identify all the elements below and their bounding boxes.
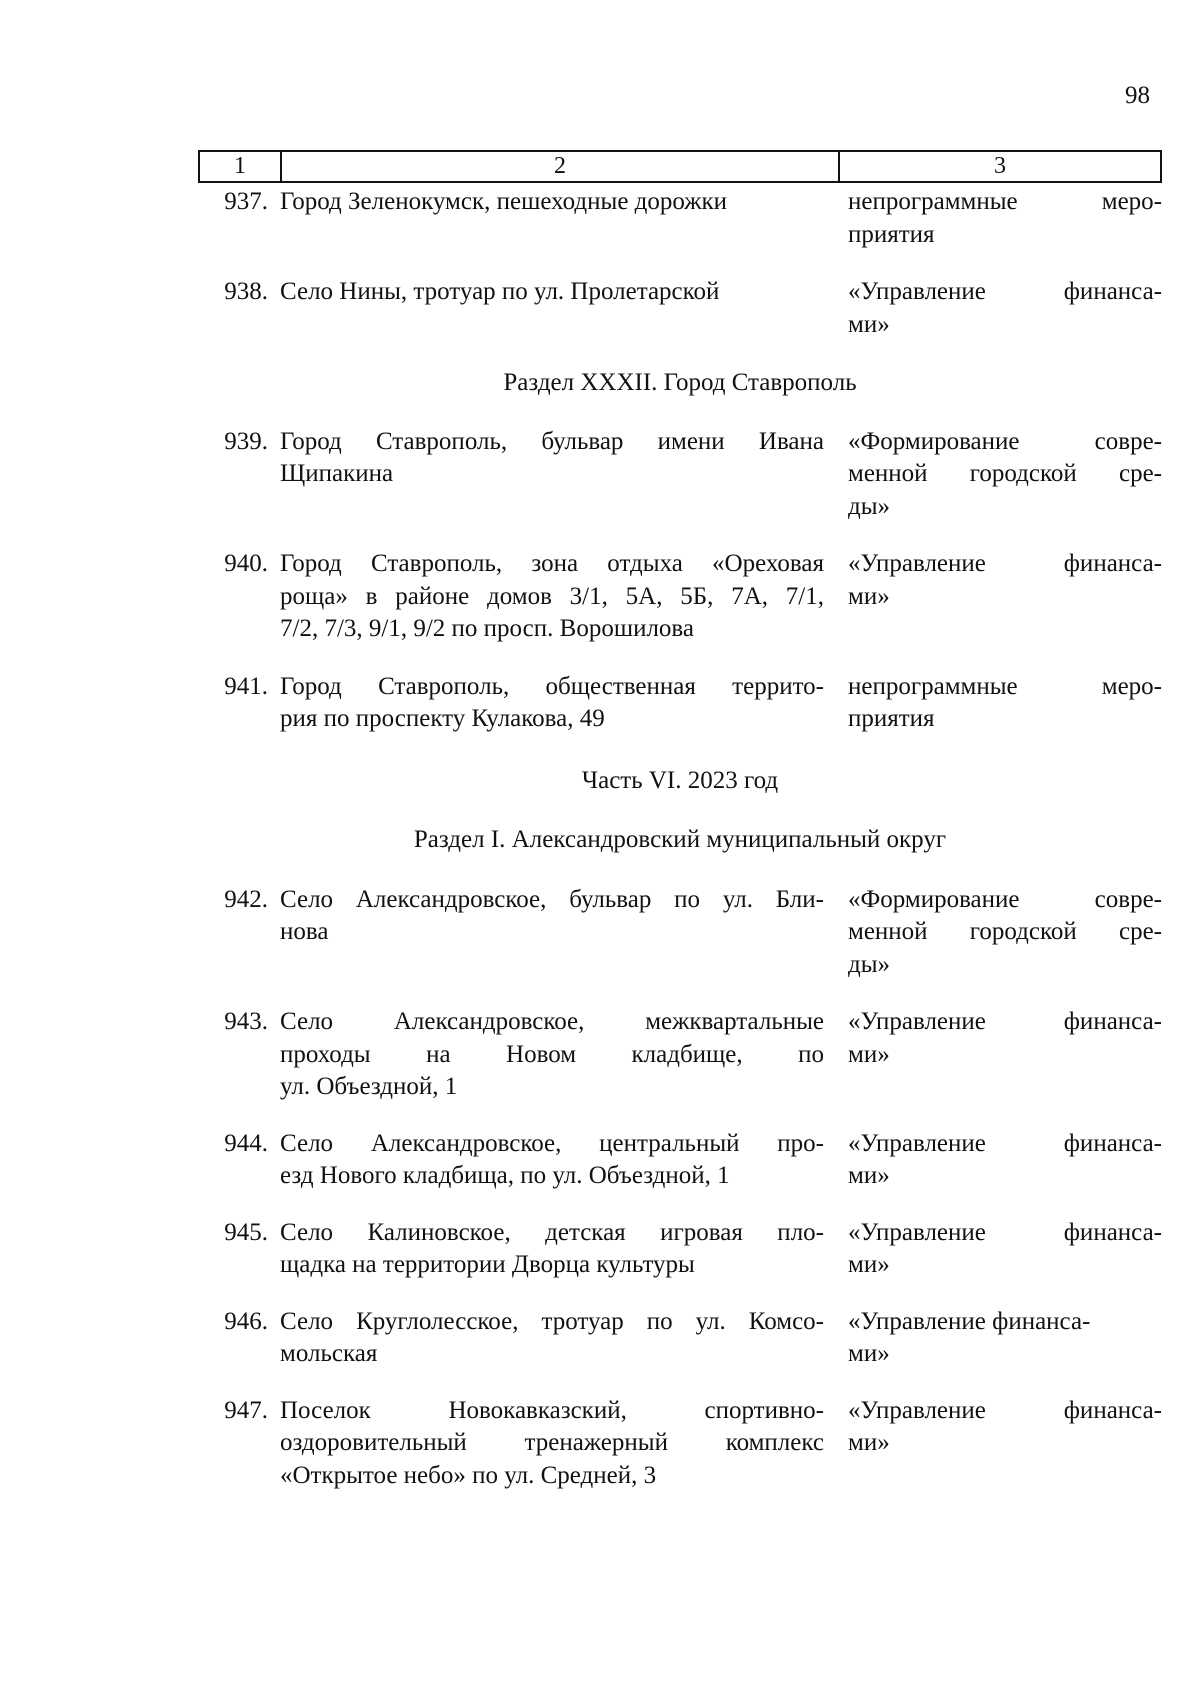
object-name <box>280 1006 824 1104</box>
table-row <box>198 1395 1162 1493</box>
name-line: Село Александровское, бульвар по ул. Бли- <box>280 885 824 913</box>
row-number: 945. <box>224 1218 268 1246</box>
program-name <box>824 186 1162 251</box>
program-line: ми» <box>848 1340 890 1367</box>
table-row <box>198 1306 1162 1371</box>
program-line: «Управление финанса- <box>848 1129 1162 1157</box>
object-name <box>280 1217 824 1282</box>
object-name <box>280 1128 824 1193</box>
row-number: 941. <box>224 672 268 700</box>
program-line: ды» <box>848 492 891 520</box>
table-row <box>198 548 1162 646</box>
program-name <box>824 276 1162 341</box>
program-name <box>824 671 1162 736</box>
program-name <box>824 1128 1162 1193</box>
name-line: Город Зеленокумск, пешеходные дорожки <box>280 188 728 215</box>
program-line: «Формирование совре- <box>848 427 1162 455</box>
name-line: Село Круглолесское, тротуар по ул. Комсо- <box>280 1307 824 1335</box>
name-line: Село Калиновское, детская игровая пло- <box>280 1218 824 1246</box>
object-name <box>280 884 824 982</box>
program-line: «Управление финанса- <box>848 1008 1162 1035</box>
object-name <box>280 426 824 524</box>
row-number: 940. <box>224 550 268 577</box>
program-line: «Управление финанса- <box>848 1218 1162 1246</box>
page-number: 98 <box>1125 82 1150 109</box>
row-number: 942. <box>224 885 268 913</box>
object-name <box>280 1306 824 1371</box>
object-name <box>280 671 824 736</box>
name-line: ул. Объездной, 1 <box>280 1073 458 1100</box>
row-number: 944. <box>224 1129 268 1157</box>
program-line: «Управление финанса- <box>848 1307 1091 1335</box>
table-row <box>198 1006 1162 1104</box>
program-name <box>824 1006 1162 1104</box>
program-name <box>824 1217 1162 1282</box>
program-line: ми» <box>848 1040 890 1068</box>
name-line: езд Нового кладбища, по ул. Объездной, 1 <box>280 1162 730 1189</box>
row-number: 938. <box>224 278 268 305</box>
row-number: 939. <box>224 427 268 455</box>
program-name <box>824 1306 1162 1371</box>
table-row <box>198 1217 1162 1282</box>
table-row <box>198 276 1162 341</box>
name-line: «Открытое небо» по ул. Средней, 3 <box>280 1461 657 1489</box>
object-name <box>280 276 824 341</box>
program-name <box>824 884 1162 982</box>
name-line: Город Ставрополь, общественная террито- <box>280 672 824 700</box>
program-line: ми» <box>848 582 890 610</box>
name-line: 7/2, 7/3, 9/1, 9/2 по просп. Ворошилова <box>280 615 694 642</box>
object-name <box>280 186 824 251</box>
name-line: Город Ставрополь, бульвар имени Ивана <box>280 427 824 455</box>
name-line: нова <box>280 918 329 945</box>
section-heading: Раздел XXXII. Город Ставрополь <box>503 369 857 396</box>
name-line: Село Александровское, межквартальные <box>280 1008 824 1035</box>
name-line: Город Ставрополь, зона отдыха «Ореховая <box>280 550 824 577</box>
name-line: щадка на территории Дворца культуры <box>280 1251 695 1278</box>
program-name <box>824 426 1162 524</box>
name-line: мольская <box>280 1340 378 1367</box>
table-body <box>198 186 1162 1492</box>
object-name <box>280 1395 824 1493</box>
program-line: ми» <box>848 1162 890 1189</box>
program-line: ми» <box>848 1429 890 1456</box>
header-col-2: 2 <box>282 152 840 181</box>
row-number: 937. <box>224 188 268 215</box>
table-row <box>198 186 1162 251</box>
name-line: Поселок Новокавказский, спортивно- <box>280 1396 824 1424</box>
program-line: непрограммные меро- <box>848 188 1162 215</box>
program-line: «Управление финанса- <box>848 278 1162 305</box>
name-line: рия по проспекту Кулакова, 49 <box>280 705 605 732</box>
program-line: ми» <box>848 1251 890 1278</box>
program-line: менной городской сре- <box>848 460 1162 487</box>
table-row <box>198 1128 1162 1193</box>
table-row <box>198 671 1162 736</box>
object-name <box>280 548 824 646</box>
program-line: ды» <box>848 950 891 978</box>
name-line: Село Нины, тротуар по ул. Пролетарской <box>280 278 720 305</box>
header-col-1: 1 <box>200 152 282 181</box>
row-number: 943. <box>224 1008 268 1035</box>
program-line: «Формирование совре- <box>848 885 1162 913</box>
program-name <box>824 548 1162 646</box>
program-line: приятия <box>848 705 935 732</box>
name-line: проходы на Новом кладбище, по <box>280 1040 824 1068</box>
table-row <box>198 426 1162 524</box>
part-heading: Часть VI. 2023 год <box>581 766 779 794</box>
program-line: приятия <box>848 220 935 248</box>
program-line: менной городской сре- <box>848 918 1162 945</box>
header-col-3: 3 <box>994 153 1006 179</box>
name-line: роща» в районе домов 3/1, 5А, 5Б, 7А, 7/1, <box>280 582 824 610</box>
table-row <box>198 884 1162 982</box>
name-line: Щипакина <box>280 460 394 487</box>
program-name <box>824 1395 1162 1493</box>
program-line: «Управление финанса- <box>848 1396 1162 1424</box>
row-number: 946. <box>224 1307 268 1335</box>
program-line: непрограммные меро- <box>848 672 1162 700</box>
name-line: оздоровительный тренажерный комплекс <box>280 1429 824 1456</box>
program-line: ми» <box>848 310 890 338</box>
program-line: «Управление финанса- <box>848 550 1162 577</box>
name-line: Село Александровское, центральный про- <box>280 1129 824 1157</box>
section-heading: Раздел I. Александровский муниципальный округ <box>413 826 947 853</box>
table-header <box>198 150 1162 183</box>
row-number: 947. <box>224 1396 268 1424</box>
